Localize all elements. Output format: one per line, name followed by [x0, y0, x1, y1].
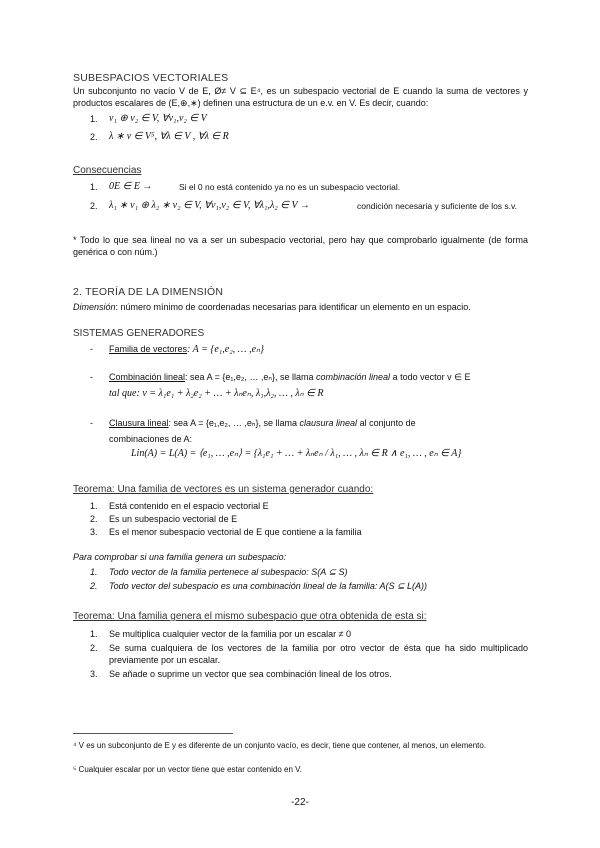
comprobar-title: Para comprobar si una familia genera un subespacio:	[73, 552, 287, 562]
consecuencias-title: Consecuencias	[73, 165, 142, 176]
teorema1-title: Teorema: Una familia de vectores es un sistema generador cuando:	[73, 484, 374, 495]
footnote-divider	[73, 733, 233, 734]
section-title-subespacios: SUBESPACIOS VECTORIALES	[73, 72, 229, 84]
teorema1-list: 1. Está contenido en el espacio vectorial E 2. Es un subespacio vectorial de E 3. Es el menor subespacio vectorial de E que contiene a la familia	[90, 501, 362, 537]
teorema2-list: 1. Se multiplica cualquier vector de la familia por un escalar ≠ 0 2. Se suma cualquiera de los vectores de la familia por otro vector de ésta que ha sido multiplicado previamente por un escalar. 3. Se añade o suprime un vector que sea combinación lineal de los otros.	[90, 629, 528, 679]
combinacion-item: - Combinación lineal: sea A = {e₁,e₂, … ,eₙ}, se llama combinación lineal a todo vector v ∈ E tal que: v = λ₁e₁ + λ₂e₂ + … + λₙeₙ, λ₁,λ₂, … , λₙ ∈ R	[90, 372, 471, 399]
clausura-item: - Clausura lineal: sea A = {e₁,e₂, … ,eₙ}, se llama clausura lineal al conjunto de combinaciones de A: Lin(A) = L(A) = ⟨e₁, … ,eₙ⟩ = {λ₁e₁ + … + λₙeₙ / λ₁, … , λₙ ∈ R ∧ e₁, … , eₙ ∈ A}	[90, 418, 462, 459]
consecuencias-note: * Todo lo que sea lineal no va a ser un subespacio vectorial, pero hay que comprobarlo igualmente (de forma genérica o con núm.)	[73, 235, 528, 257]
page-number: -22-	[291, 797, 309, 808]
consecuencias-list: 1. 0E ∈ E → Si el 0 no está contenido ya no es un subespacio vectorial. 2. λ₁ ∗ v₁ ⊕ λ₂ ∗ v₂ ∈ V, ∀v₁,v₂ ∈ V, ∀λ₁,λ₂ ∈ V → condición necesaria y suficiente de los s.v.	[90, 181, 518, 211]
familia-item: - Familia de vectores: A = {e₁,e₂, … ,eₙ}	[90, 344, 264, 355]
generadores-title: SISTEMAS GENERADORES	[73, 328, 205, 339]
footnote: ⁴ V es un subconjunto de E y es diferente de un conjunto vacío, es decir, tiene que contener, al menos, un elemento.	[73, 741, 487, 750]
section-title-dimension: 2. TEORÍA DE LA DIMENSIÓN	[73, 286, 224, 298]
footnote: ⁵ Cualquier escalar por un vector tiene que estar contenido en V.	[73, 765, 302, 774]
comprobar-list: 1. Todo vector de la familia pertenece al subespacio: S(A ⊆ S) 2. Todo vector del subespacio es una combinación lineal de la familia: A(S ⊆ L(A))	[90, 567, 428, 591]
subespacio-definition: Un subconjunto no vacío V de E, Ø≠ V ⊆ E⁴, es un subespacio vectorial de E cuando la suma de vectores y productos escalares de (E,⊕,∗) definen una estructura de un e.v. en V. Es decir, cuando:	[73, 86, 528, 108]
teorema2-title: Teorema: Una familia genera el mismo subespacio que otra obtenida de esta si:	[73, 611, 427, 622]
dimension-definition: Dimensión: número mínimo de coordenadas necesarias para identificar un elemento en un espacio.	[73, 302, 471, 312]
subespacio-conditions: 1. v₁ ⊕ v₂ ∈ V, ∀v₁,v₂ ∈ V 2. λ ∗ v ∈ V⁵, ∀λ ∈ V , ∀λ ∈ R	[90, 113, 229, 142]
